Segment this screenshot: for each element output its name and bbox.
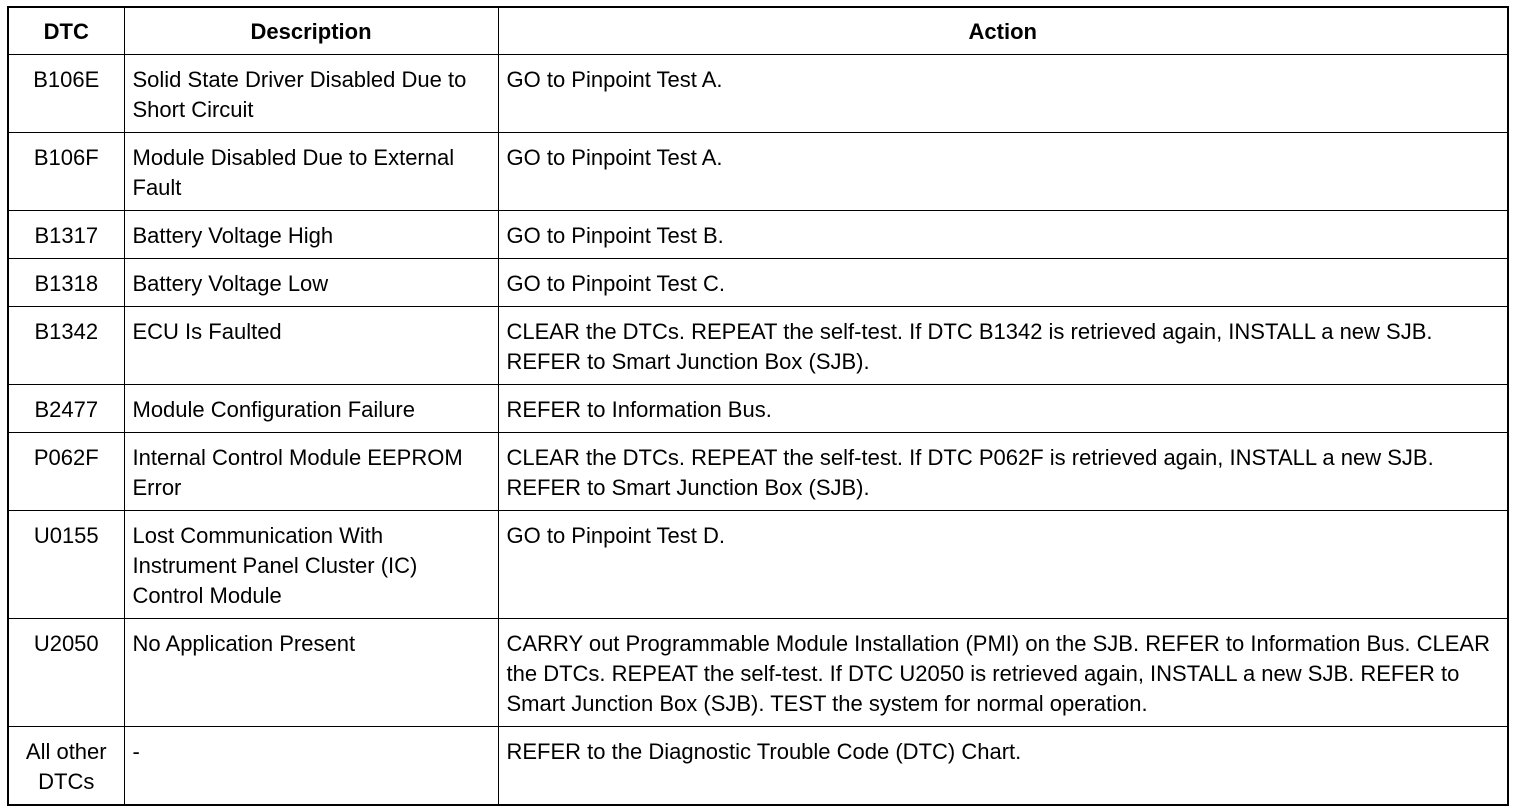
dtc-description: Battery Voltage Low (124, 259, 498, 307)
table-row (8, 55, 1508, 133)
dtc-action: GO to Pinpoint Test C. (498, 259, 1508, 307)
dtc-action: CLEAR the DTCs. REPEAT the self-test. If DTC P062F is retrieved again, INSTALL a new SJB. REFER to Smart Junction Box (SJB). (498, 433, 1508, 511)
dtc-code: B106F (8, 133, 124, 211)
dtc-description: Internal Control Module EEPROM Error (124, 433, 498, 511)
dtc-action: CARRY out Programmable Module Installation (PMI) on the SJB. REFER to Information Bus. CLEAR the DTCs. REPEAT the self-test. If DTC U2050 is retrieved again, INSTALL a new SJB. REFER to Smart Junction Box (SJB). TEST the system for normal operation. (498, 619, 1508, 727)
table-row (8, 211, 1508, 259)
dtc-description: Module Configuration Failure (124, 385, 498, 433)
dtc-description: - (124, 727, 498, 806)
action-header: Action (498, 7, 1508, 55)
header-row (8, 7, 1508, 55)
table-row (8, 307, 1508, 385)
dtc-description: No Application Present (124, 619, 498, 727)
dtc-description: Solid State Driver Disabled Due to Short Circuit (124, 55, 498, 133)
table-row (8, 259, 1508, 307)
dtc-action: GO to Pinpoint Test B. (498, 211, 1508, 259)
dtc-code: All other DTCs (8, 727, 124, 806)
dtc-action: REFER to the Diagnostic Trouble Code (DTC) Chart. (498, 727, 1508, 806)
dtc-description: Battery Voltage High (124, 211, 498, 259)
dtc-code: B1318 (8, 259, 124, 307)
dtc-code: B1342 (8, 307, 124, 385)
dtc-description: Module Disabled Due to External Fault (124, 133, 498, 211)
dtc-action: GO to Pinpoint Test D. (498, 511, 1508, 619)
dtc-code: B106E (8, 55, 124, 133)
table-row (8, 133, 1508, 211)
dtc-code: U0155 (8, 511, 124, 619)
dtc-code: B1317 (8, 211, 124, 259)
dtc-action: CLEAR the DTCs. REPEAT the self-test. If DTC B1342 is retrieved again, INSTALL a new SJB. REFER to Smart Junction Box (SJB). (498, 307, 1508, 385)
table-row (8, 433, 1508, 511)
table-row (8, 385, 1508, 433)
table-row (8, 727, 1508, 806)
dtc-action: GO to Pinpoint Test A. (498, 55, 1508, 133)
dtc-table (7, 6, 1509, 806)
dtc-description: Lost Communication With Instrument Panel Cluster (IC) Control Module (124, 511, 498, 619)
dtc-header: DTC (8, 7, 124, 55)
description-header: Description (124, 7, 498, 55)
dtc-code: P062F (8, 433, 124, 511)
dtc-description: ECU Is Faulted (124, 307, 498, 385)
table-row (8, 619, 1508, 727)
dtc-action: REFER to Information Bus. (498, 385, 1508, 433)
table-row (8, 511, 1508, 619)
dtc-code: U2050 (8, 619, 124, 727)
dtc-action: GO to Pinpoint Test A. (498, 133, 1508, 211)
dtc-code: B2477 (8, 385, 124, 433)
